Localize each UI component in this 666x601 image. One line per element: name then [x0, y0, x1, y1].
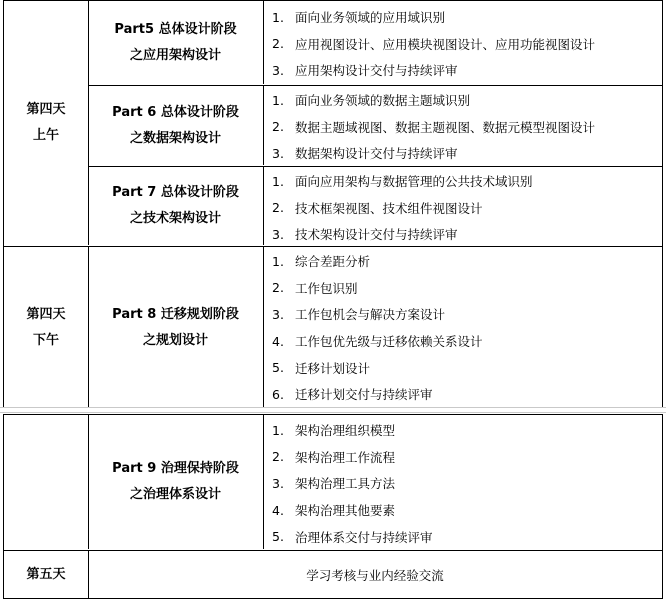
item-number: 2.	[272, 200, 284, 216]
part8-title	[88, 247, 264, 408]
list-item	[263, 31, 662, 58]
item-number: 1.	[272, 422, 284, 438]
page-break-separator	[0, 407, 666, 413]
item-text: 迁移计划交付与持续评审	[295, 387, 433, 403]
item-number: 3.	[272, 226, 284, 242]
item-number: 5.	[272, 529, 284, 545]
list-item	[263, 57, 662, 84]
list-item	[263, 114, 662, 141]
list-item	[263, 470, 662, 497]
item-text: 应用视图设计、应用模块视图设计、应用功能视图设计	[295, 36, 596, 52]
item-text: 应用架构设计交付与持续评审	[295, 63, 458, 79]
part6-title	[88, 86, 264, 165]
part8-items	[263, 247, 662, 408]
day4-pm-block	[4, 246, 662, 408]
item-number: 2.	[272, 449, 284, 465]
item-text: 技术架构设计交付与持续评审	[295, 227, 458, 243]
item-text: 工作包机会与解决方案设计	[295, 307, 446, 323]
list-item	[263, 4, 662, 31]
list-item	[263, 275, 662, 302]
item-number: 4.	[272, 502, 284, 518]
list-item	[263, 221, 662, 248]
part-title-line2: 之技术架构设计	[129, 211, 221, 226]
list-item	[263, 354, 662, 381]
item-text: 综合差距分析	[295, 254, 371, 270]
time-label: 上午	[32, 128, 59, 143]
list-item	[263, 248, 662, 275]
item-number: 1.	[272, 253, 284, 269]
item-text: 面向业务领域的应用域识别	[295, 10, 446, 26]
part-title-line1: Part5 总体设计阶段	[114, 21, 237, 37]
day-label: 第四天	[26, 102, 66, 117]
part5-items	[263, 1, 662, 84]
list-item	[263, 417, 662, 444]
item-text: 工作包识别	[295, 280, 358, 296]
list-item	[263, 523, 662, 550]
time-label: 下午	[32, 332, 59, 348]
item-text: 迁移计划设计	[295, 360, 371, 376]
item-number: 1.	[272, 173, 284, 189]
item-text: 数据架构设计交付与持续评审	[295, 146, 458, 162]
list-item	[263, 444, 662, 471]
list-item	[263, 381, 662, 408]
part6-row	[88, 86, 662, 165]
part-title-line1: Part 8 迁移规划阶段	[112, 306, 239, 322]
day-label: 第四天	[26, 306, 66, 322]
item-number: 2.	[272, 119, 284, 135]
day4-pm-label	[4, 247, 89, 408]
schedule-table-lower	[3, 414, 663, 599]
item-text: 工作包优先级与迁移依赖关系设计	[295, 334, 483, 350]
day5-block	[4, 550, 662, 599]
day5-label	[4, 551, 89, 599]
part-title-line2: 之数据架构设计	[129, 130, 221, 146]
day5-label-empty	[4, 415, 89, 549]
part5-title	[88, 1, 264, 84]
part-title-line1: Part 9 治理保持阶段	[112, 461, 239, 476]
item-number: 2.	[272, 36, 284, 52]
part-title-line2: 之治理体系设计	[129, 487, 221, 502]
item-text: 数据主题域视图、数据主题视图、数据元模型视图设计	[295, 119, 596, 135]
day5-content-text: 学习考核与业内经验交流	[306, 568, 444, 583]
list-item	[263, 195, 662, 222]
item-text: 技术框架视图、技术组件视图设计	[295, 200, 483, 216]
list-item	[263, 497, 662, 524]
list-item	[263, 140, 662, 167]
day4-am-label	[4, 1, 89, 245]
part7-row	[88, 167, 662, 245]
item-number: 1.	[272, 9, 284, 25]
item-number: 3.	[272, 306, 284, 322]
item-text: 架构治理组织模型	[295, 423, 396, 439]
list-item	[263, 328, 662, 355]
day5-content	[88, 551, 662, 599]
item-text: 面向业务领域的数据主题域识别	[295, 93, 471, 109]
item-number: 3.	[272, 145, 284, 161]
item-number: 6.	[272, 386, 284, 402]
part6-items	[263, 86, 662, 165]
item-number: 2.	[272, 280, 284, 296]
item-text: 面向应用架构与数据管理的公共技术域识别	[295, 174, 533, 190]
list-item	[263, 87, 662, 114]
part-title-line2: 之规划设计	[142, 332, 208, 348]
part-title-line2: 之应用架构设计	[129, 47, 221, 63]
part9-title	[88, 415, 264, 549]
item-text: 架构治理其他要素	[295, 503, 396, 519]
day-label: 第五天	[26, 567, 66, 582]
item-number: 5.	[272, 360, 284, 376]
item-text: 架构治理工作流程	[295, 449, 396, 465]
item-text: 治理体系交付与持续评审	[295, 529, 433, 545]
list-item	[263, 168, 662, 195]
list-item	[263, 301, 662, 328]
part7-items	[263, 167, 662, 245]
item-number: 4.	[272, 333, 284, 349]
item-number: 3.	[272, 475, 284, 491]
part9-items	[263, 415, 662, 549]
part5-row	[88, 1, 662, 84]
schedule-table-upper	[3, 0, 663, 408]
part7-title	[88, 167, 264, 245]
part-title-line1: Part 7 总体设计阶段	[112, 185, 239, 200]
day5-part9-block	[4, 415, 662, 549]
part-title-line1: Part 6 总体设计阶段	[112, 104, 239, 120]
item-text: 架构治理工具方法	[295, 476, 396, 492]
item-number: 3.	[272, 62, 284, 78]
item-number: 1.	[272, 92, 284, 108]
